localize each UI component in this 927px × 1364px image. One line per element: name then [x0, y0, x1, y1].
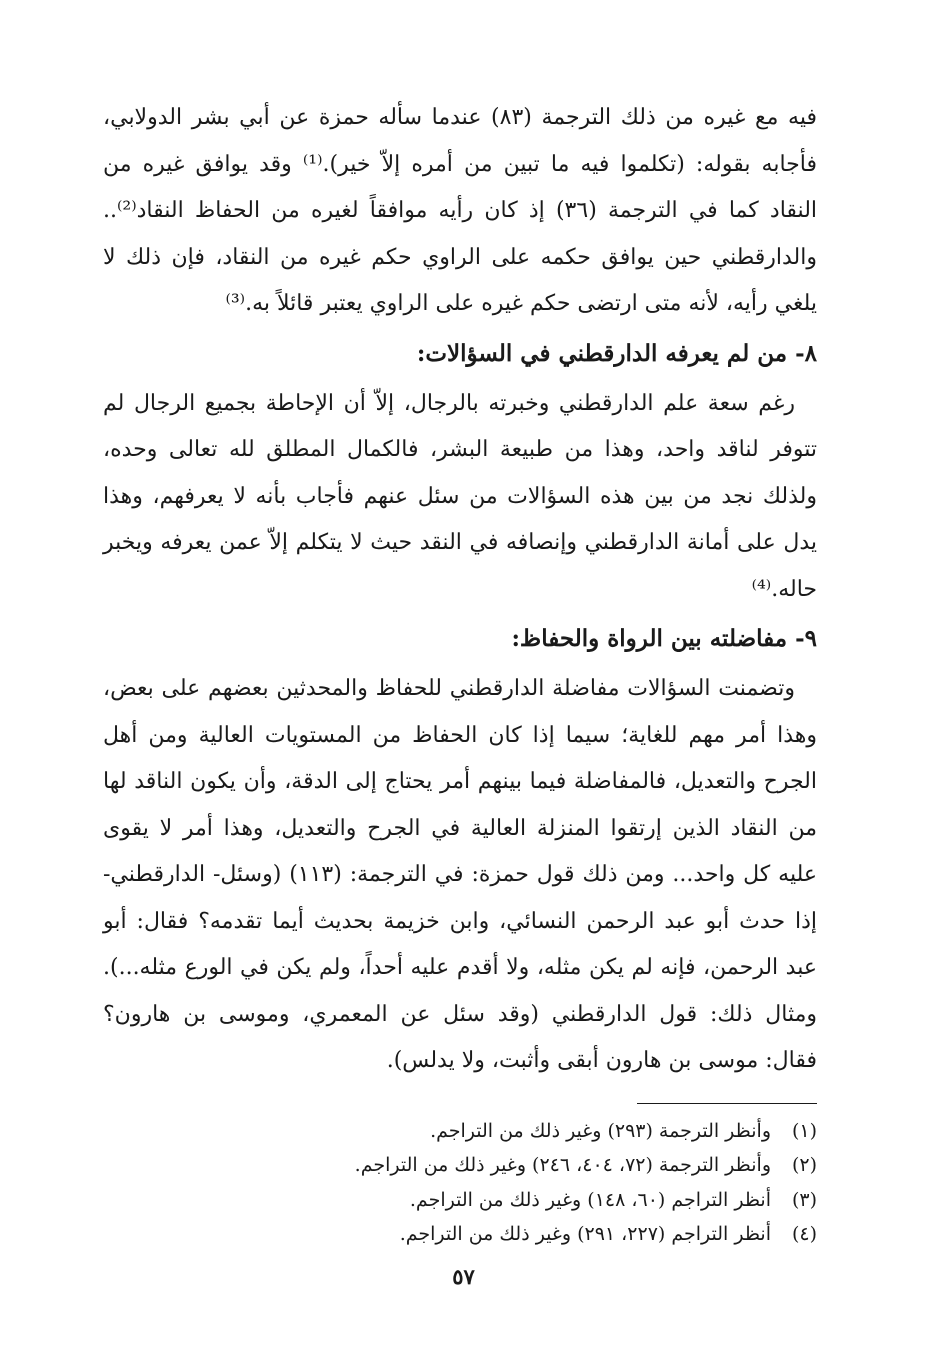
footnote-text: وأنظر الترجمة (٢٩٣) وغير ذلك من التراجم. — [430, 1119, 771, 1142]
footnote-text: أنظر التراجم (٢٢٧، ٢٩١) وغير ذلك من التراجم. — [399, 1223, 771, 1245]
section-heading-9: ٩- مفاضلته بين الرواة والحفاظ: — [511, 625, 817, 652]
paragraph-intro: فيه مع غيره من ذلك الترجمة (٨٣) عندما سأله حمزة عن أبي بشر الدولابي، فأجابه بقوله: (تكلموا فيه ما تبين من أمره إلاّ خير).⁽¹⁾ وقد يوافق غيره من النقاد كما في الترجمة (٣٦) إذ كان رأيه موافقاً لغيره من الحفاظ النقاد⁽²⁾.. والدارقطني حين يوافق حكمه على الراوي حكم غيره من النقاد، فإن ذلك لا يلغي رأيه، لأنه متى ارتضى حكم غيره على الراوي يعتبر قائلاً به.⁽³⁾ — [103, 105, 818, 316]
footnote-divider — [637, 1103, 817, 1104]
footnote-2 — [103, 1148, 817, 1183]
footnote-text: وأنظر الترجمة (٧٢، ٤٠٤، ٢٤٦) وغير ذلك من التراجم. — [354, 1154, 771, 1176]
footnote-number: (٣) — [791, 1188, 817, 1211]
footnote-number: (٢) — [791, 1154, 817, 1176]
footnote-3 — [103, 1183, 817, 1218]
page-body — [103, 95, 817, 1252]
footnote-number: (٤) — [791, 1223, 817, 1245]
footnote-text: أنظر التراجم (٦٠، ١٤٨) وغير ذلك من التراجم. — [409, 1188, 771, 1211]
paragraph-section-9 — [103, 666, 817, 1085]
paragraph-section-8 — [103, 381, 817, 614]
footnotes — [103, 1114, 817, 1252]
footnote-4 — [103, 1217, 817, 1252]
page-number: ٥٧ — [452, 1264, 475, 1289]
section-heading-8: ٨- من لم يعرفه الدارقطني في السؤالات: — [416, 339, 817, 367]
paragraph-section-9-text: وتضمنت السؤالات مفاضلة الدارقطني للحفاظ والمحدثين بعضهم على بعض، وهذا أمر مهم للغاية؛ سيما إذا كان الحفاظ من المستويات العالية ومن أهل الجرح والتعديل، فالمفاضلة فيما بينهم أمر يحتاج إلى الدقة، وأن يكون الناقد لها من النقاد الذين إرتقوا المنزلة العالية في الجرح والتعديل، وهذا أمر لا يقوى عليه كل واحد... ومن ذلك قول حمزة: في الترجمة: (١١٣) (وسئل- الدارقطني- إذا حدث أبو عبد الرحمن النسائي، وابن خزيمة بحديث أيما تقدمه؟ فقال: أبو عبد الرحمن، فإنه لم يكن مثله، ولا أقدم عليه أحداً، ولم يكن في الورع مثله...). ومثال ذلك: قول الدارقطني (وقد سئل عن المعمري، وموسى بن هارون؟ فقال: موسى بن هارون أبقى وأثبت، ولا يدلس). — [103, 676, 818, 1073]
footnote-number: (١) — [791, 1119, 817, 1142]
paragraph-section-8-text: رغم سعة علم الدارقطني وخبرته بالرجال، إلاّ أن الإحاطة بجميع الرجال لم تتوفر لناقد واحد، وهذا من طبيعة البشر، فالكمال المطلق لله تعالى وحده، ولذلك نجد من بين هذه السؤالات من سئل عنهم فأجاب بأنه لا يعرفهم، وهذا يدل على أمانة الدارقطني وإنصافه في النقد حيث لا يتكلم إلاّ عمن يعرفه ويخبر حاله.⁽⁴⁾ — [103, 390, 817, 602]
footnote-1 — [103, 1114, 817, 1149]
